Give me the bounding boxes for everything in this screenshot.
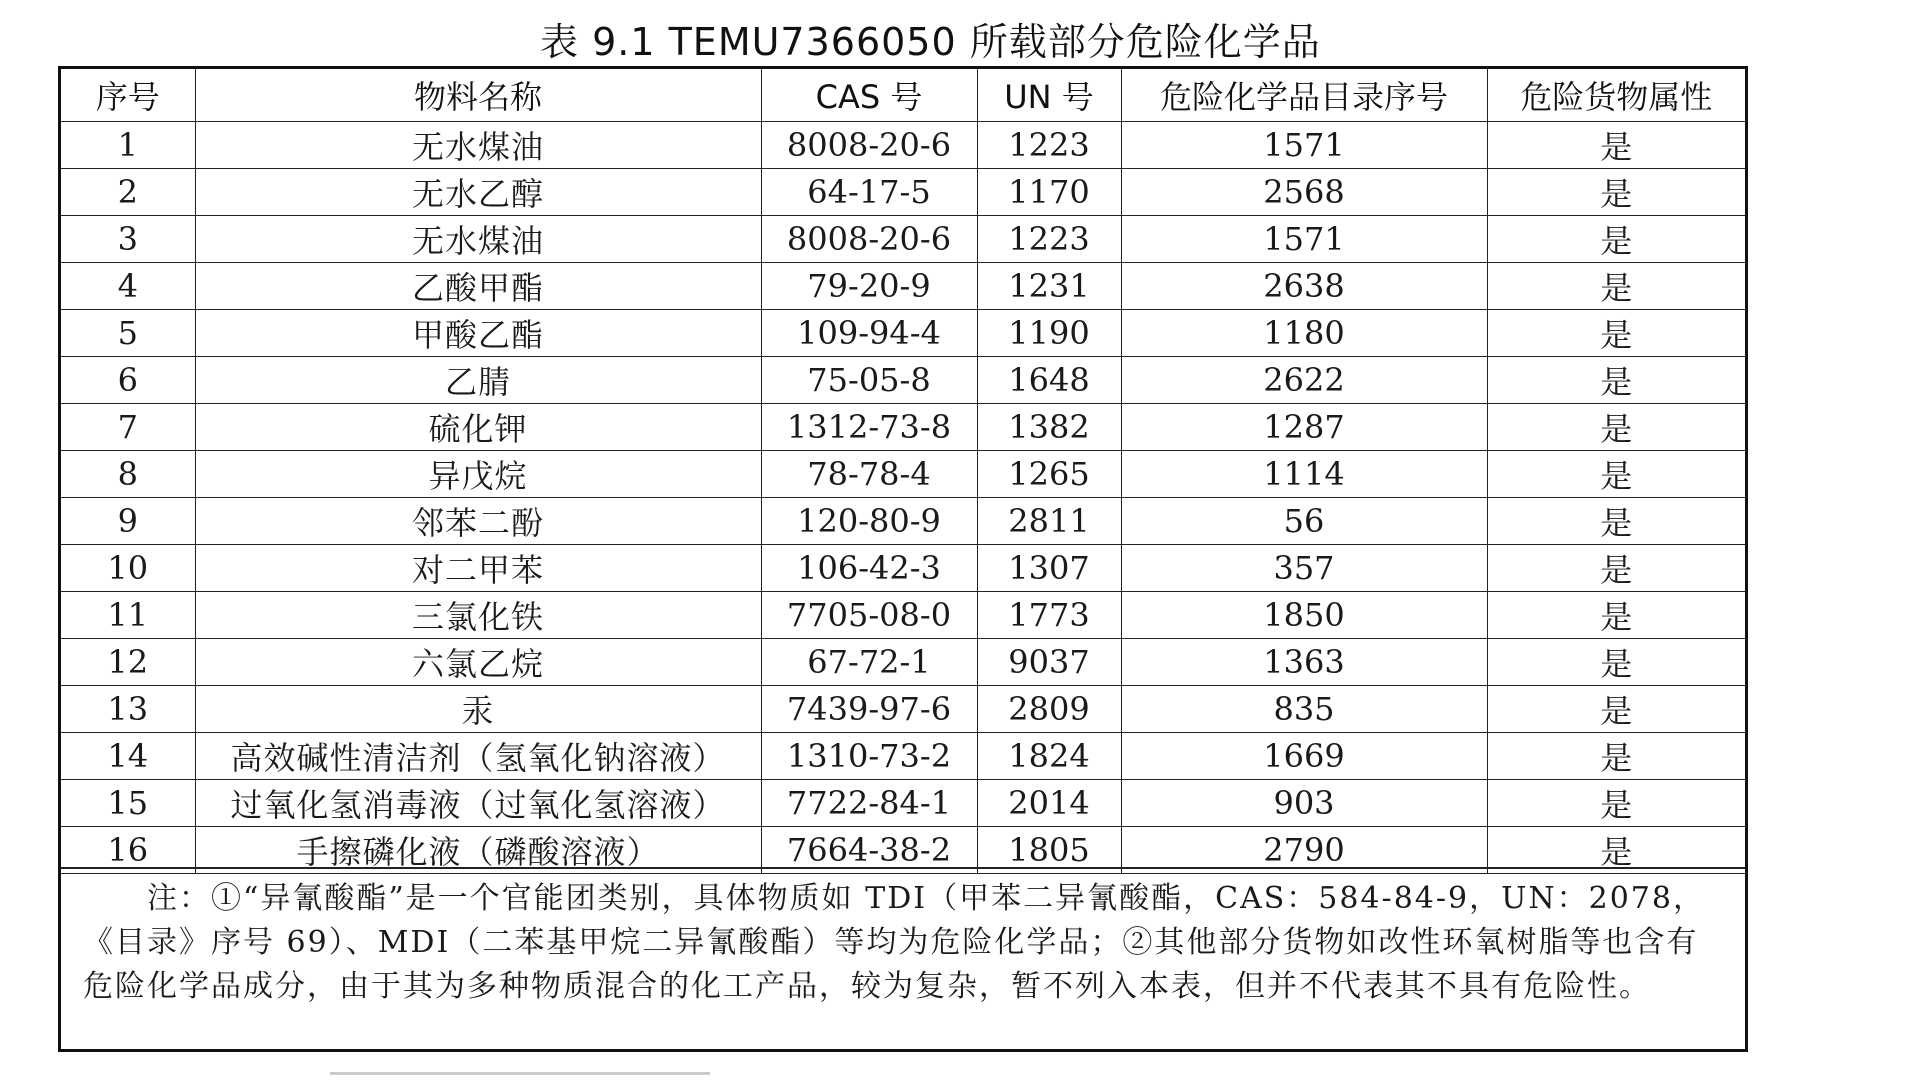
cas-number: 75-05-8	[761, 357, 977, 404]
row-index: 6	[61, 357, 195, 404]
row-index: 10	[61, 545, 195, 592]
cas-number: 79-20-9	[761, 263, 977, 310]
table-title: 表 9.1 TEMU7366050 所载部分危险化学品	[540, 20, 1321, 64]
un-number: 2811	[977, 498, 1121, 545]
catalog-number: 1180	[1121, 310, 1487, 357]
catalog-number: 357	[1121, 545, 1487, 592]
row-index: 7	[61, 404, 195, 451]
chemicals-table	[61, 69, 1745, 874]
material-name: 高效碱性清洁剂（氢氧化钠溶液）	[195, 733, 761, 780]
cas-number: 7705-08-0	[761, 592, 977, 639]
dangerous-goods-flag: 是	[1487, 263, 1745, 310]
row-index: 12	[61, 639, 195, 686]
table-frame	[58, 66, 1748, 1052]
material-name: 三氯化铁	[195, 592, 761, 639]
dangerous-goods-flag: 是	[1487, 545, 1745, 592]
un-number: 1805	[977, 827, 1121, 874]
table-note: 注：①“异氰酸酯”是一个官能团类别，具体物质如 TDI（甲苯二异氰酸酯，CAS：584-84-9，UN：2078，《目录》序号 69）、MDI（二苯基甲烷二异氰酸酯）等均为危险化学品；②其他部分货物如改性环氧树脂等也含有危险化学品成分，由于其为多种物质混合的化工产品，较为复杂，暂不列入本表，但并不代表其不具有危险性。	[61, 867, 1745, 1009]
table-row	[61, 310, 1745, 357]
un-number: 2809	[977, 686, 1121, 733]
un-number: 1382	[977, 404, 1121, 451]
cas-number: 67-72-1	[761, 639, 977, 686]
dangerous-goods-flag: 是	[1487, 404, 1745, 451]
header-index: 序号	[61, 69, 195, 122]
dangerous-goods-flag: 是	[1487, 733, 1745, 780]
table-row	[61, 733, 1745, 780]
dangerous-goods-flag: 是	[1487, 122, 1745, 169]
catalog-number: 1669	[1121, 733, 1487, 780]
table-body	[61, 122, 1745, 874]
row-index: 16	[61, 827, 195, 874]
cas-number: 7439-97-6	[761, 686, 977, 733]
cas-number: 78-78-4	[761, 451, 977, 498]
cas-number: 8008-20-6	[761, 122, 977, 169]
un-number: 1307	[977, 545, 1121, 592]
cas-number: 120-80-9	[761, 498, 977, 545]
un-number: 2014	[977, 780, 1121, 827]
catalog-number: 1363	[1121, 639, 1487, 686]
catalog-number: 56	[1121, 498, 1487, 545]
catalog-number: 1114	[1121, 451, 1487, 498]
table-row	[61, 545, 1745, 592]
un-number: 1223	[977, 122, 1121, 169]
row-index: 3	[61, 216, 195, 263]
table-row	[61, 122, 1745, 169]
table-row	[61, 357, 1745, 404]
row-index: 11	[61, 592, 195, 639]
catalog-number: 2568	[1121, 169, 1487, 216]
material-name: 无水煤油	[195, 122, 761, 169]
catalog-number: 2622	[1121, 357, 1487, 404]
material-name: 硫化钾	[195, 404, 761, 451]
dangerous-goods-flag: 是	[1487, 592, 1745, 639]
cas-number: 109-94-4	[761, 310, 977, 357]
table-row	[61, 404, 1745, 451]
row-index: 14	[61, 733, 195, 780]
un-number: 1824	[977, 733, 1121, 780]
header-cas-number: CAS 号	[761, 69, 977, 122]
catalog-number: 2790	[1121, 827, 1487, 874]
dangerous-goods-flag: 是	[1487, 357, 1745, 404]
cas-number: 8008-20-6	[761, 216, 977, 263]
un-number: 1223	[977, 216, 1121, 263]
row-index: 15	[61, 780, 195, 827]
cas-number: 64-17-5	[761, 169, 977, 216]
table-row	[61, 592, 1745, 639]
catalog-number: 835	[1121, 686, 1487, 733]
material-name: 手擦磷化液（磷酸溶液）	[195, 827, 761, 874]
un-number: 1265	[977, 451, 1121, 498]
material-name: 异戊烷	[195, 451, 761, 498]
material-name: 汞	[195, 686, 761, 733]
catalog-number: 903	[1121, 780, 1487, 827]
table-row	[61, 639, 1745, 686]
material-name: 无水煤油	[195, 216, 761, 263]
catalog-number: 1287	[1121, 404, 1487, 451]
row-index: 2	[61, 169, 195, 216]
dangerous-goods-flag: 是	[1487, 686, 1745, 733]
material-name: 邻苯二酚	[195, 498, 761, 545]
dangerous-goods-flag: 是	[1487, 169, 1745, 216]
table-row	[61, 780, 1745, 827]
table-row	[61, 498, 1745, 545]
material-name: 六氯乙烷	[195, 639, 761, 686]
un-number: 9037	[977, 639, 1121, 686]
header-dangerous-goods: 危险货物属性	[1487, 69, 1745, 122]
catalog-number: 2638	[1121, 263, 1487, 310]
table-row	[61, 169, 1745, 216]
dangerous-goods-flag: 是	[1487, 451, 1745, 498]
cas-number: 1310-73-2	[761, 733, 977, 780]
material-name: 乙酸甲酯	[195, 263, 761, 310]
catalog-number: 1571	[1121, 122, 1487, 169]
row-index: 9	[61, 498, 195, 545]
header-material-name: 物料名称	[195, 69, 761, 122]
material-name: 无水乙醇	[195, 169, 761, 216]
cas-number: 106-42-3	[761, 545, 977, 592]
table-row	[61, 263, 1745, 310]
catalog-number: 1850	[1121, 592, 1487, 639]
cas-number: 7722-84-1	[761, 780, 977, 827]
dangerous-goods-flag: 是	[1487, 780, 1745, 827]
cas-number: 1312-73-8	[761, 404, 977, 451]
material-name: 乙腈	[195, 357, 761, 404]
row-index: 1	[61, 122, 195, 169]
dangerous-goods-flag: 是	[1487, 639, 1745, 686]
row-index: 13	[61, 686, 195, 733]
dangerous-goods-flag: 是	[1487, 310, 1745, 357]
table-row	[61, 451, 1745, 498]
header-un-number: UN 号	[977, 69, 1121, 122]
un-number: 1190	[977, 310, 1121, 357]
cas-number: 7664-38-2	[761, 827, 977, 874]
un-number: 1231	[977, 263, 1121, 310]
header-catalog-number: 危险化学品目录序号	[1121, 69, 1487, 122]
dangerous-goods-flag: 是	[1487, 498, 1745, 545]
material-name: 对二甲苯	[195, 545, 761, 592]
row-index: 5	[61, 310, 195, 357]
material-name: 甲酸乙酯	[195, 310, 761, 357]
next-section-heading-fragment	[330, 1072, 710, 1085]
dangerous-goods-flag: 是	[1487, 216, 1745, 263]
table-header-row	[61, 69, 1745, 122]
un-number: 1773	[977, 592, 1121, 639]
row-index: 8	[61, 451, 195, 498]
table-row	[61, 686, 1745, 733]
un-number: 1648	[977, 357, 1121, 404]
un-number: 1170	[977, 169, 1121, 216]
material-name: 过氧化氢消毒液（过氧化氢溶液）	[195, 780, 761, 827]
dangerous-goods-flag: 是	[1487, 827, 1745, 874]
row-index: 4	[61, 263, 195, 310]
catalog-number: 1571	[1121, 216, 1487, 263]
table-row	[61, 216, 1745, 263]
